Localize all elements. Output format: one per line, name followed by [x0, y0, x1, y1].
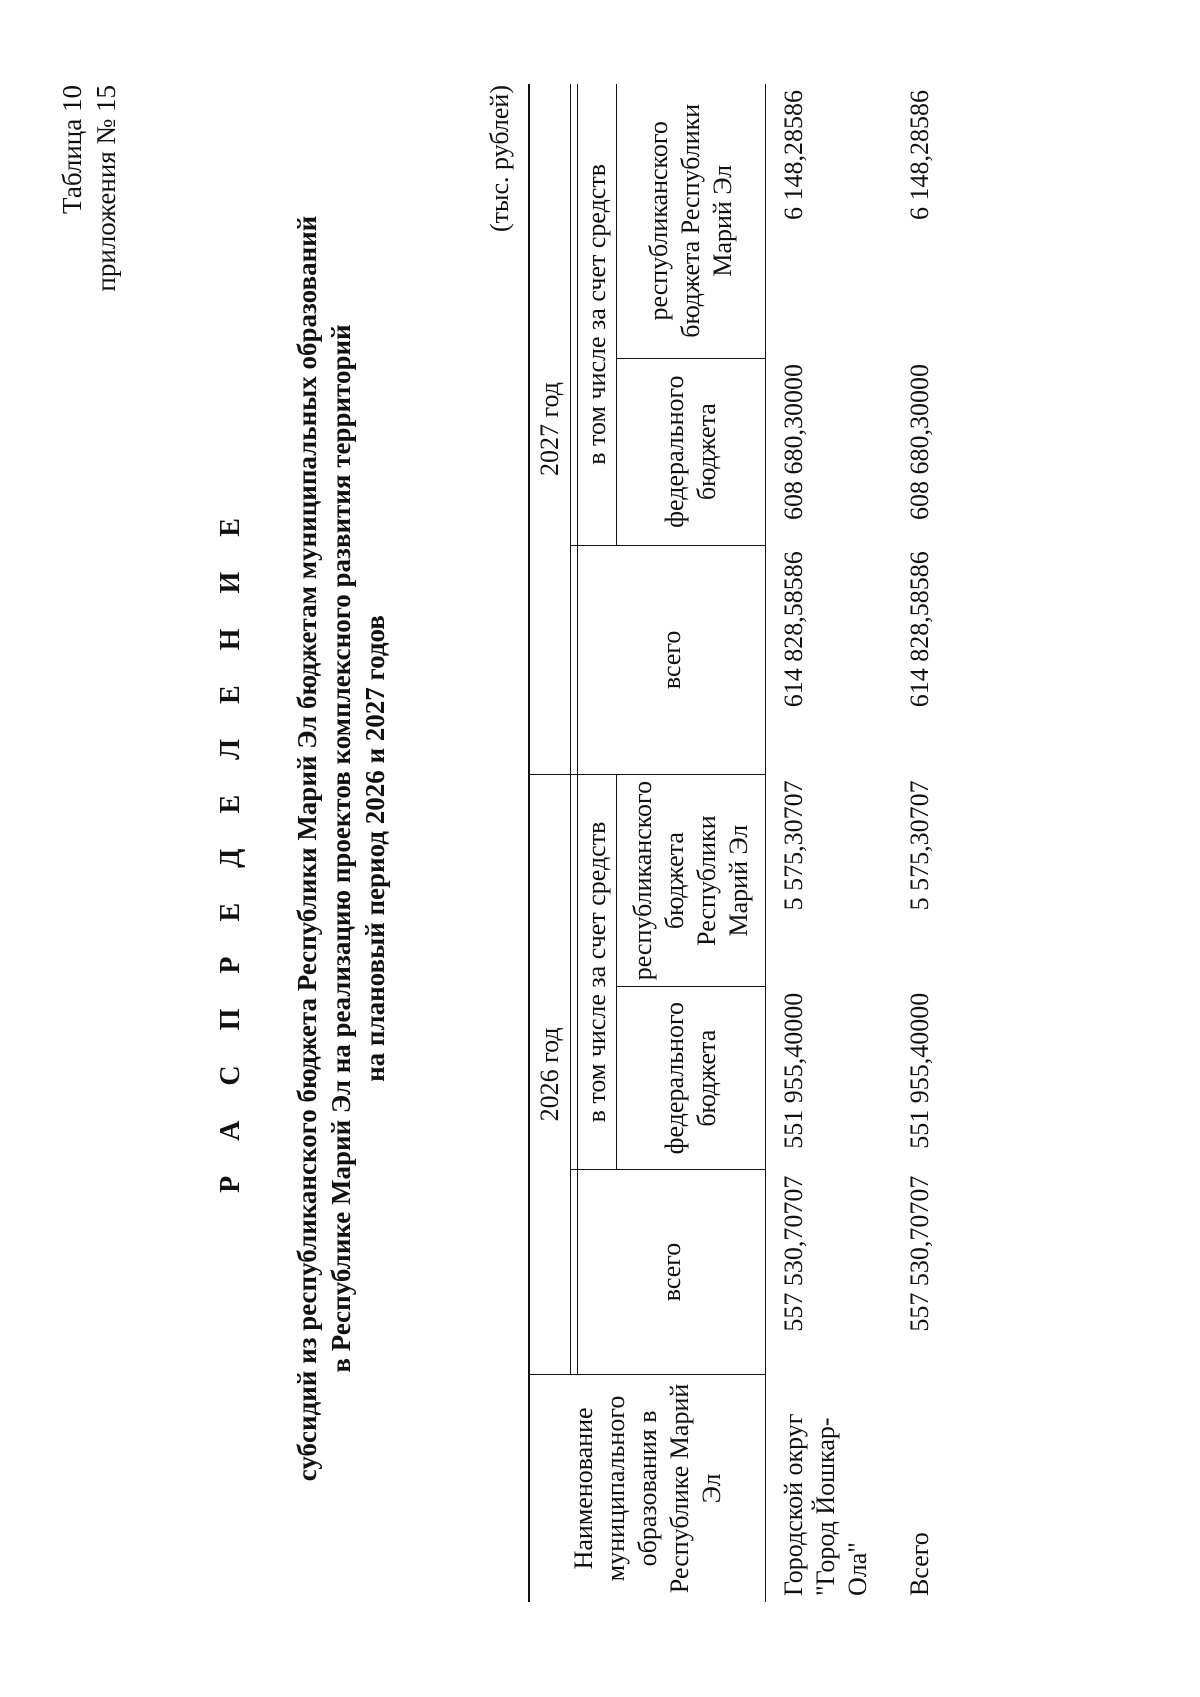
appendix-number: приложения № 15	[91, 85, 121, 292]
cell-2027-republic: 6 148,28586	[779, 90, 808, 220]
distribution-table	[528, 84, 936, 1602]
cell-2027-republic: 6 148,28586	[905, 90, 934, 220]
header-empty-cell	[571, 1170, 578, 1375]
header-2027-including: в том числе за счет средств	[578, 84, 617, 545]
table-row	[766, 84, 875, 1602]
cell-2026-total: 557 530,70707	[905, 1175, 934, 1332]
header-year-2027: 2027 год	[529, 84, 571, 774]
header-empty-cell	[571, 545, 578, 774]
header-empty-cell	[571, 774, 578, 1169]
row-total-label: Всего	[905, 1532, 934, 1596]
cell-2027-total: 614 828,58586	[779, 551, 808, 708]
cell-2026-federal: 551 955,40000	[779, 992, 808, 1149]
cell-2027-total: 614 828,58586	[905, 551, 934, 708]
cell-2027-federal: 608 680,30000	[905, 364, 934, 521]
header-2026-including: в том числе за счет средств	[578, 774, 617, 1169]
header-empty-cell	[571, 84, 578, 545]
cell-2026-federal: 551 955,40000	[905, 992, 934, 1149]
subtitle-line-2: в Республике Марий Эл на реализацию проектов комплексного развития территорий	[326, 324, 356, 1373]
appendix-table-number: Таблица 10	[57, 85, 87, 214]
header-2027-republic: республиканского бюджета Республики Марий Эл	[617, 84, 766, 358]
header-year-2026: 2026 год	[529, 774, 571, 1374]
cell-2026-republic: 5 575,30707	[905, 780, 934, 911]
header-2026-federal: федерального бюджета	[617, 987, 766, 1170]
cell-2026-republic: 5 575,30707	[779, 780, 808, 911]
units-label: (тыс. рублей)	[485, 85, 514, 233]
header-municipality-name: Наименование муниципального образования в Республике Марий Эл	[529, 1374, 766, 1602]
table-row-total	[874, 84, 936, 1602]
row-municipality-name: Городской округ "Город Йошкар-Ола"	[779, 1413, 872, 1596]
header-2027-federal: федерального бюджета	[617, 358, 766, 545]
subtitle-line-3: на плановый период 2026 и 2027 годов	[360, 615, 390, 1082]
cell-2027-federal: 608 680,30000	[779, 364, 808, 521]
document-subtitle	[290, 0, 392, 1697]
header-2026-republic: республиканского бюджета Республики Марий Эл	[617, 774, 766, 986]
subtitle-line-1: субсидий из республиканского бюджета Республики Марий Эл бюджетам муниципальных образований	[292, 215, 322, 1482]
cell-2026-total: 557 530,70707	[779, 1175, 808, 1332]
document-title: Р А С П Р Е Д Е Л Е Н И Е	[215, 504, 246, 1193]
header-2027-total: всего	[578, 545, 766, 774]
appendix-reference	[55, 85, 123, 292]
header-2026-total: всего	[578, 1170, 766, 1375]
